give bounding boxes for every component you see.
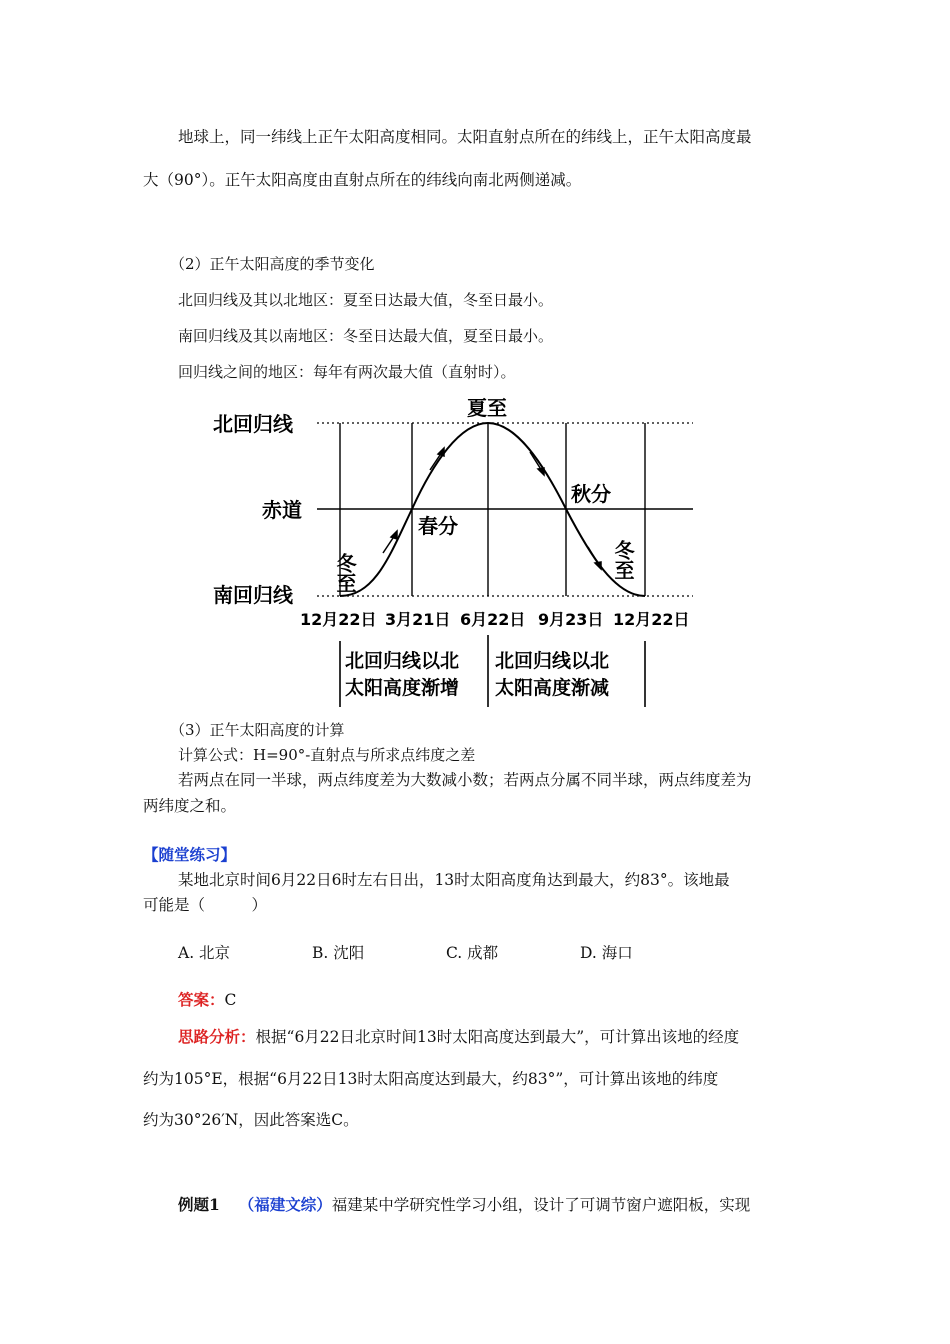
section3-rule-line1: 若两点在同一半球，两点纬度差为大数减小数；若两点分属不同半球，两点纬度差为 (178, 771, 752, 789)
label-winter-left: 冬至 (333, 553, 357, 593)
section2-item3: 回归线之间的地区：每年有两次最大值（直射时）。 (178, 363, 516, 381)
analysis-line1 (178, 1027, 739, 1047)
label-tropic-north: 北回归线 (213, 412, 293, 436)
label-summer-solstice: 夏至 (467, 396, 507, 420)
para1-line2: 大（90°）。正午太阳高度由直射点所在的纬线向南北两侧递减。 (143, 171, 582, 189)
answer-value: C (224, 991, 237, 1009)
box-right-line2: 太阳高度渐减 (495, 677, 610, 699)
example-text: 福建某中学研究性学习小组，设计了可调节窗户遮阳板，实现 (331, 1196, 751, 1214)
practice-question-line2: 可能是（ ） (143, 896, 268, 914)
analysis-text1: 根据“6月22日北京时间13时太阳高度达到最大”，可计算出该地的经度 (255, 1028, 740, 1046)
label-autumn-equinox: 秋分 (571, 482, 611, 506)
practice-title: 【随堂练习】 (143, 845, 237, 864)
label-spring-equinox: 春分 (418, 514, 458, 538)
date-2: 3月21日 (385, 610, 451, 629)
section2-item1: 北回归线及其以北地区：夏至日达最大值，冬至日最小。 (178, 291, 554, 309)
date-4: 9月23日 (538, 610, 604, 629)
example-source: （福建文综） (238, 1195, 332, 1214)
option-c: C. 成都 (446, 944, 499, 962)
arrow-up-2 (430, 448, 444, 470)
para1-line1: 地球上，同一纬线上正午太阳高度相同。太阳直射点所在的纬线上，正午太阳高度最 (178, 128, 752, 146)
section2-heading: （2）正午太阳高度的季节变化 (170, 255, 375, 273)
analysis-line2: 约为105°E，根据“6月22日13时太阳高度达到最大，约83°”，可计算出该地的纬度 (143, 1070, 719, 1088)
example-line (178, 1195, 750, 1215)
arrow-down-1 (530, 452, 544, 475)
box-left-line1: 北回归线以北 (345, 650, 460, 672)
answer-row (178, 990, 236, 1010)
analysis-line3: 约为30°26′N，因此答案选C。 (143, 1111, 359, 1129)
analysis-label: 思路分析： (178, 1027, 256, 1046)
box-left-line2: 太阳高度渐增 (345, 677, 460, 699)
label-equator: 赤道 (262, 498, 302, 522)
practice-question-line1: 某地北京时间6月22日6时左右日出，13时太阳高度角达到最大，约83°。该地最 (178, 871, 730, 889)
option-a: A. 北京 (178, 944, 231, 962)
option-b: B. 沈阳 (312, 944, 365, 962)
arrow-up-1 (383, 531, 397, 553)
example-label: 例题1 (178, 1195, 220, 1214)
label-winter-right: 冬至 (611, 540, 635, 580)
section3-rule-line2: 两纬度之和。 (143, 797, 237, 815)
date-5: 12月22日 (613, 610, 690, 629)
box-right-line1: 北回归线以北 (495, 650, 610, 672)
date-1: 12月22日 (300, 610, 377, 629)
section3-heading: （3）正午太阳高度的计算 (170, 721, 345, 739)
answer-label: 答案： (178, 990, 225, 1009)
label-tropic-south: 南回归线 (213, 583, 293, 607)
option-d: D. 海口 (580, 944, 633, 962)
section3-formula: 计算公式：H=90°-直射点与所求点纬度之差 (178, 746, 476, 764)
date-3: 6月22日 (460, 610, 526, 629)
sun-direct-point-diagram (205, 395, 700, 710)
section2-item2: 南回归线及其以南地区：冬至日达最大值，夏至日最小。 (178, 327, 554, 345)
arrow-down-2 (588, 547, 601, 569)
